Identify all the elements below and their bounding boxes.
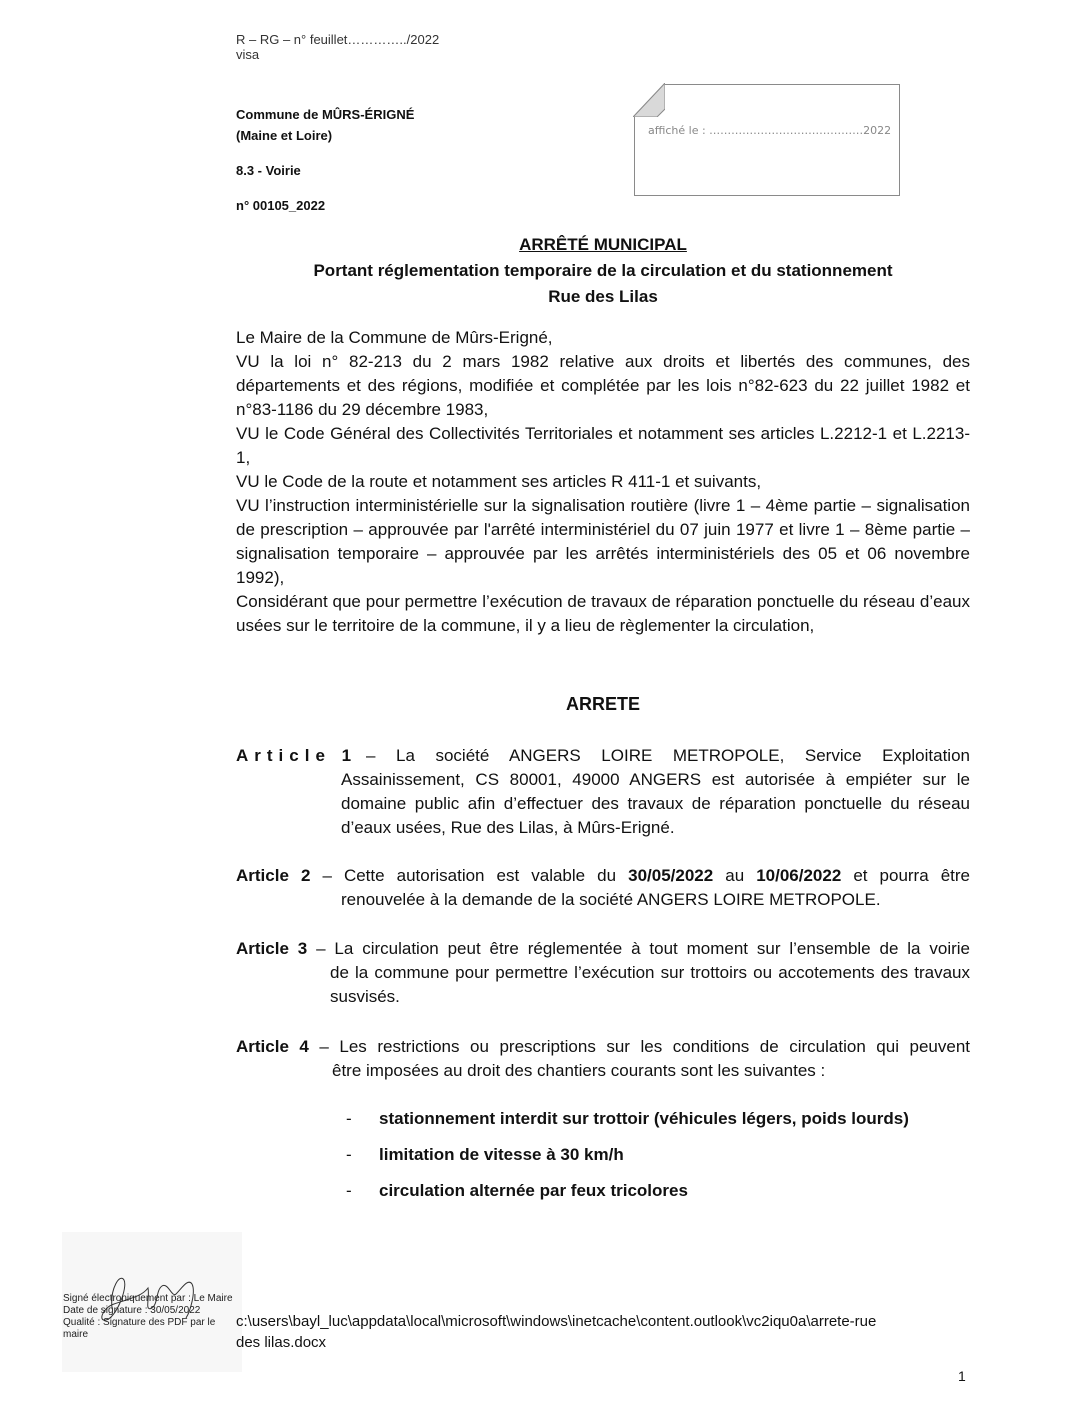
preamble-paragraph: VU l’instruction interministérielle sur la signalisation routière (livre 1 – 4ème partie – signalisation de prescription – approuvée par l'arrêté interministériel du 07 juin 1977 et livre 1 – 8ème partie – signalisation temporaire – approuvée par les arrêtés interministériels des 05 et 06 novembre 1992), bbox=[236, 496, 970, 587]
article-2 bbox=[236, 864, 970, 912]
signer-line: Signé électroniquement par : Le Maire bbox=[63, 1293, 233, 1304]
document-title bbox=[236, 232, 970, 310]
article-3 bbox=[236, 937, 970, 1009]
preamble-paragraph: VU le Code Général des Collectivités Territoriales et notamment ses articles L.2212-1 et L.2213-1, bbox=[236, 424, 970, 467]
bullet-dash: - bbox=[346, 1109, 352, 1128]
article-3-first-line bbox=[236, 937, 970, 961]
article-1-first-line bbox=[236, 744, 970, 768]
article-4-body: être imposées au droit des chantiers courants sont les suivantes : bbox=[332, 1061, 826, 1080]
preamble-paragraph: VU le Code de la route et notamment ses articles R 411-1 et suivants, bbox=[236, 472, 762, 491]
list-item-text: stationnement interdit sur trottoir (véhicules légers, poids lourds) bbox=[379, 1109, 909, 1128]
article-1-body: Assainissement, CS 80001, 49000 ANGERS est autorisée à empiéter sur le domaine public afin d’effectuer des travaux de réparation ponctuelle du réseau d’eaux usées, Rue des Lilas, à Mûrs-Erigné. bbox=[341, 770, 970, 837]
rg-feuillet-line: R – RG – n° feuillet…………../2022 bbox=[236, 32, 440, 47]
bullet-dash: - bbox=[346, 1181, 352, 1200]
article-2-body: renouvelée à la demande de la société ANGERS LOIRE METROPOLE. bbox=[341, 890, 881, 909]
category-label: 8.3 - Voirie bbox=[236, 163, 301, 178]
register-line bbox=[236, 32, 439, 62]
file-path-line-1: c:\users\bayl_luc\appdata\local\microsoft\windows\inetcache\content.outlook\vc2iqu0a\arrete-rue bbox=[236, 1313, 877, 1330]
list-item-text: limitation de vitesse à 30 km/h bbox=[379, 1145, 624, 1164]
title-main: ARRÊTÉ MUNICIPAL bbox=[519, 235, 687, 254]
title-subtitle: Portant réglementation temporaire de la circulation et du stationnement bbox=[313, 261, 893, 280]
commune-name: Commune de MÛRS-ÉRIGNÉ bbox=[236, 107, 415, 122]
commune-block bbox=[236, 104, 414, 146]
article-3-lead: – La circulation peut être réglementée à tout moment sur l’ensemble de la voirie bbox=[316, 939, 970, 958]
article-1-lead: – La société ANGERS LOIRE METROPOLE, Service Exploitation bbox=[366, 746, 970, 765]
article-1 bbox=[236, 744, 970, 840]
arrete-heading: ARRETE bbox=[565, 694, 640, 714]
posting-date-label: affiché le : ……………………………………2022 bbox=[648, 124, 892, 137]
article-1-label: Article 1 bbox=[236, 746, 358, 765]
article-2-start-date: 30/05/2022 bbox=[628, 866, 714, 885]
title-street: Rue des Lilas bbox=[548, 287, 658, 306]
article-4-first-line bbox=[236, 1035, 970, 1059]
page-number: 1 bbox=[958, 1368, 966, 1384]
restrictions-list bbox=[346, 1101, 909, 1209]
file-path-footer bbox=[236, 1311, 966, 1353]
list-item-text: circulation alternée par feux tricolores bbox=[379, 1181, 688, 1200]
posting-stamp-box bbox=[634, 84, 900, 196]
list-item bbox=[346, 1173, 909, 1209]
file-path-line-2: des lilas.docx bbox=[236, 1334, 327, 1351]
commune-region: (Maine et Loire) bbox=[236, 128, 333, 143]
article-3-body: de la commune pour permettre l’exécution sur trottoirs ou accotements des travaux susvisés. bbox=[330, 963, 970, 1006]
visa-line: visa bbox=[236, 47, 260, 62]
preamble-paragraph: VU la loi n° 82-213 du 2 mars 1982 relative aux droits et libertés des communes, des départements et des régions, modifiée et complétée par les lois n°82-623 du 22 juillet 1982 et n°83-1186 du 29 décembre 1983, bbox=[236, 352, 970, 419]
arrete-number: n° 00105_2022 bbox=[236, 198, 326, 213]
list-item bbox=[346, 1101, 909, 1137]
article-2-text-3: et pourra être bbox=[841, 866, 970, 885]
list-item bbox=[346, 1137, 909, 1173]
electronic-signature-info bbox=[63, 1293, 238, 1341]
preamble-paragraph: Le Maire de la Commune de Mûrs-Erigné, bbox=[236, 328, 553, 347]
article-2-label: Article 2 bbox=[236, 866, 311, 885]
article-2-text-2: au bbox=[713, 866, 757, 885]
article-2-first-line bbox=[236, 864, 970, 888]
article-4 bbox=[236, 1035, 970, 1083]
signature-date-line: Date de signature : 30/05/2022 bbox=[63, 1305, 201, 1316]
signature-quality-line: Qualité : Signature des PDF par le maire bbox=[63, 1317, 216, 1340]
article-3-label: Article 3 bbox=[236, 939, 308, 958]
article-2-end-date: 10/06/2022 bbox=[756, 866, 842, 885]
article-4-lead: – Les restrictions ou prescriptions sur les conditions de circulation qui peuvent bbox=[319, 1037, 970, 1056]
folded-corner-icon bbox=[633, 83, 665, 117]
article-4-label: Article 4 bbox=[236, 1037, 309, 1056]
bullet-dash: - bbox=[346, 1145, 352, 1164]
article-2-text-1: – Cette autorisation est valable du bbox=[322, 866, 629, 885]
preamble bbox=[236, 326, 970, 638]
preamble-paragraph: Considérant que pour permettre l’exécution de travaux de réparation ponctuelle du réseau d’eaux usées sur le territoire de la commune, il y a lieu de règlementer la circulation, bbox=[236, 592, 970, 635]
